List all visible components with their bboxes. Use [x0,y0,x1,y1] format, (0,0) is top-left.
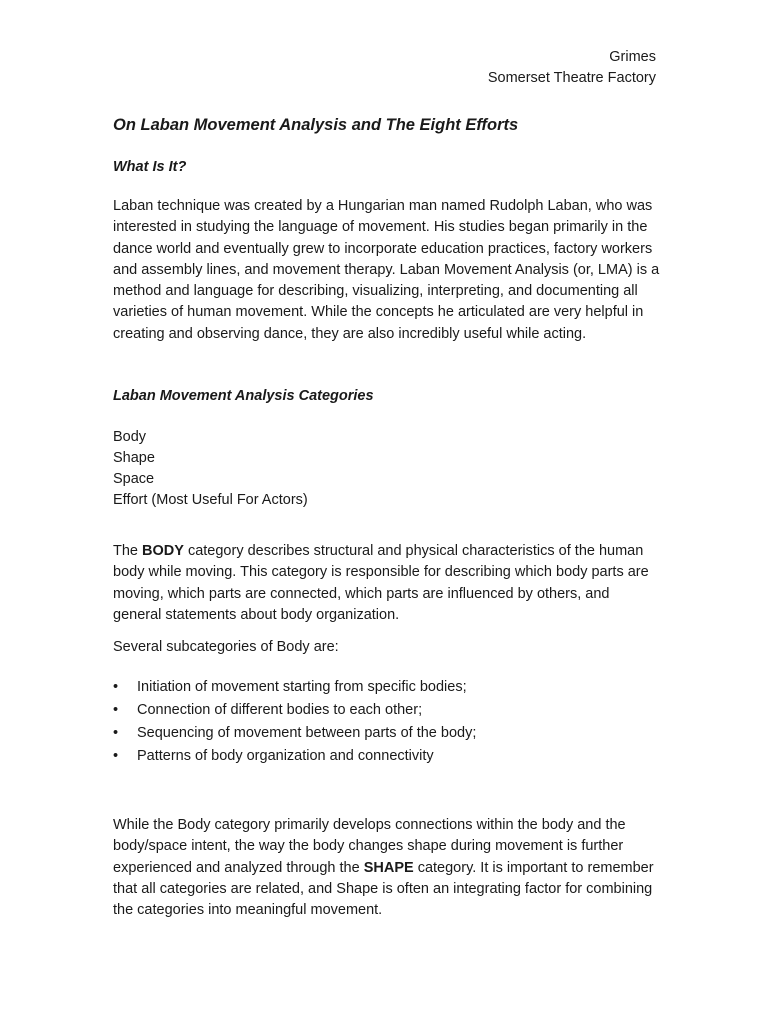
bullet-icon: • [113,702,119,718]
bullet-icon: • [113,679,119,695]
shape-paragraph-text: category. It is important to remember that all categories are related, and Shape is often an integrating factor for combining the categories into meaningful movement. [113,859,654,919]
shape-paragraph-prefix: While the Body category primarily develops connections within the body and the body/space intent, the way the body changes shape during movement is further experienced and analyzed through the [113,817,626,876]
category-item: Space [113,471,155,487]
list-item-text: Initiation of movement starting from specific bodies; [137,679,467,695]
organization-name: Somerset Theatre Factory [487,70,656,86]
list-item [113,699,476,722]
author-name: Grimes [609,49,656,65]
subcategory-bullet-list [113,676,476,768]
list-item-text: Connection of different bodies to each other; [137,702,423,718]
bullet-icon: • [113,748,119,764]
section-heading-categories: Laban Movement Analysis Categories [113,388,374,404]
category-item: Effort (Most Useful For Actors) [113,492,308,508]
body-paragraph-text: category describes structural and physical characteristics of the human body while moving. This category is responsible for describing which body parts are moving, which parts are connected, which parts are influenced by others, and general statements about body organization. [113,543,649,623]
shape-keyword: SHAPE [363,859,414,876]
category-item: Shape [113,450,155,466]
list-item [113,745,476,768]
list-item [113,722,476,745]
header-block [488,47,656,89]
intro-paragraph: Laban technique was created by a Hungarian man named Rudolph Laban, who was interested in studying the language of movement. His studies began primarily in the dance world and eventually grew to incorporate education practices, factory workers and assembly lines, and movement therapy. Laban Movement Analysis (or, LMA) is a method and language for describing, visualizing, interpreting, and documenting all varieties of human movement. While the concepts he articulated are very helpful in creating and observing dance, they are also incredibly useful while acting. [113,198,660,342]
body-category-paragraph [113,541,661,626]
body-keyword: BODY [142,543,184,559]
subcategories-intro: Several subcategories of Body are: [113,639,339,655]
list-item-text: Sequencing of movement between parts of the body; [137,725,477,741]
category-list [113,427,308,511]
category-item: Body [113,429,147,445]
shape-category-paragraph [113,815,661,921]
list-item [113,676,476,699]
document-title: On Laban Movement Analysis and The Eight Efforts [113,116,519,134]
list-item-text: Patterns of body organization and connectivity [137,748,434,764]
body-paragraph-prefix: The [113,543,143,559]
bullet-icon: • [113,725,119,741]
section-heading-what-is-it: What Is It? [113,159,187,175]
